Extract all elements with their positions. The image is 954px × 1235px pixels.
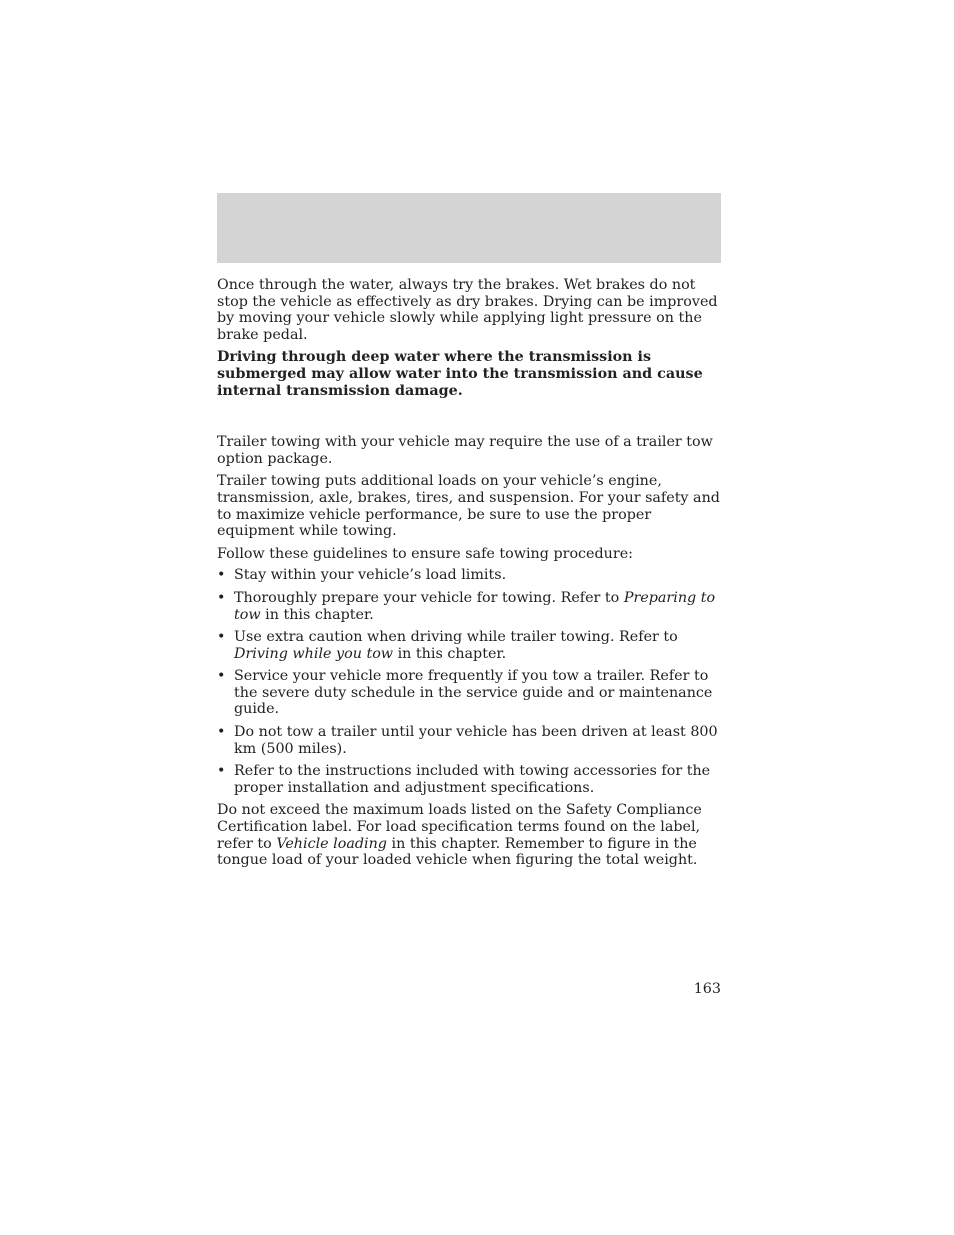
towing-intro-paragraph: Trailer towing with your vehicle may require the use of a trailer tow option package. <box>217 434 713 467</box>
list-item-text: Use extra caution when driving while trailer towing. Refer to <box>234 629 678 646</box>
cross-reference-preparing-to-tow: Preparing to tow <box>234 589 716 623</box>
cross-reference-vehicle-loading: Vehicle loading <box>276 835 387 852</box>
max-loads-paragraph <box>217 802 721 868</box>
list-item <box>217 567 721 584</box>
bullet-icon: • <box>217 724 226 741</box>
page-content <box>217 277 721 869</box>
list-item-text: Thoroughly prepare your vehicle for towing. Refer to <box>234 589 624 606</box>
guidelines-intro: Follow these guidelines to ensure safe towing procedure: <box>217 545 633 562</box>
bullet-icon: • <box>217 763 226 780</box>
towing-loads-paragraph: Trailer towing puts additional loads on your vehicle’s engine, transmission, axle, brakes, tires, and suspension. For your safety and to maximize vehicle performance, be sure to use the proper equipment while towing. <box>217 473 720 540</box>
list-item-text: Do not tow a trailer until your vehicle has been driven at least 800 km (500 miles). <box>234 724 718 757</box>
list-item <box>217 668 721 718</box>
deep-water-warning: Driving through deep water where the transmission is submerged may allow water into the transmission and cause internal transmission damage. <box>217 349 703 399</box>
list-item-text: Refer to the instructions included with towing accessories for the proper installation and adjustment specifications. <box>234 763 711 796</box>
wet-brakes-paragraph: Once through the water, always try the brakes. Wet brakes do not stop the vehicle as effectively as dry brakes. Drying can be improved by moving your vehicle slowly while applying light pressure on the brake pedal. <box>217 277 718 343</box>
bullet-icon: • <box>217 668 226 685</box>
cross-reference-driving-while-you-tow: Driving while you tow <box>234 645 394 662</box>
max-loads-text: in this chapter. Remember to figure in the tongue load of your loaded vehicle when figuring the total weight. <box>217 835 698 869</box>
list-item <box>217 763 721 796</box>
list-item <box>217 724 721 757</box>
list-item-text: in this chapter. <box>393 645 507 662</box>
max-loads-text: Do not exceed the maximum loads listed on the Safety Compliance Certification label. For load specification terms found on the label, refer to <box>217 802 702 852</box>
list-item <box>217 590 721 623</box>
list-item-text: Service your vehicle more frequently if you tow a trailer. Refer to the severe duty schedule in the service guide and or maintenance guide. <box>234 668 713 718</box>
bullet-icon: • <box>217 629 226 646</box>
bullet-icon: • <box>217 589 226 606</box>
list-item-text: in this chapter. <box>260 606 374 623</box>
list-item-text: Stay within your vehicle’s load limits. <box>234 567 507 584</box>
bullet-icon: • <box>217 567 226 584</box>
page-number: 163 <box>693 981 721 997</box>
list-item <box>217 629 721 662</box>
section-header-band <box>217 193 721 263</box>
guidelines-list <box>217 567 721 796</box>
